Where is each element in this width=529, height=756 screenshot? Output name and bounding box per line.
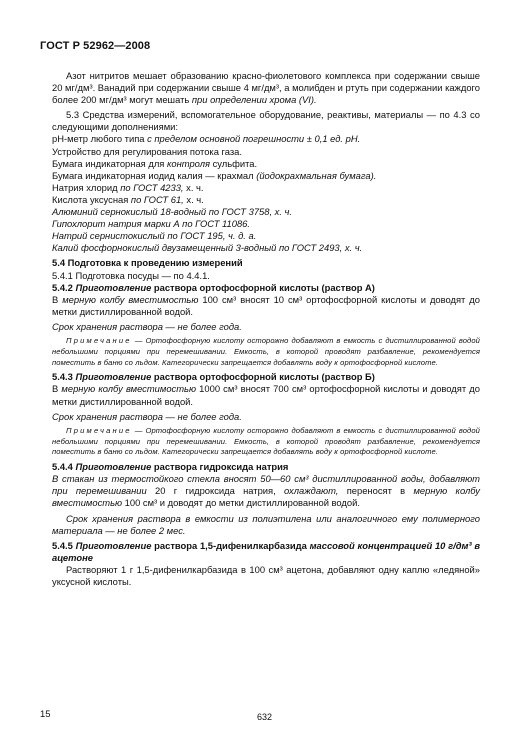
item-aluminium-sulfate: Алюминий сернокислый 18-водный по ГОСТ 3758, х. ч. bbox=[52, 206, 293, 218]
section-5-4-5-text: Растворяют 1 г 1,5-дифенилкарбазида в 100 см³ ацетона, добавляют одну каплю «ледяной» уксусной кислоты. bbox=[52, 563, 480, 587]
note-orthophosphoric-2: Примечание — Ортофосфорную кислоту осторожно добавляют в емкость с дистиллированной водой небольшими порциями при перемешивании. Емкость, в которой проводят разбавление, рекомендуется поместить в баню со льдом. Категорически запрещается добавлять воду к ортофосфорной кислоте. bbox=[52, 425, 480, 457]
item-hypochlorite: Гипохлорит натрия марки А по ГОСТ 11086. bbox=[52, 218, 250, 230]
paragraph-nitrite-interference: Азот нитритов мешает образованию красно-фиолетового комплекса при содержании свыше 20 мг/дм³. Ванадий при содержании свыше 4 мг/дм³, а молибден и ртуть при содержании каждого более 200 мг/дм³ могут мешать при определении хрома (VI). bbox=[52, 70, 480, 106]
document-header: ГОСТ Р 52962—2008 bbox=[40, 40, 151, 52]
section-5-4-4-text: В стакан из термостойкого стекла вносят 50—60 см³ дистиллированной воды, добавляют при перемешивании 20 г гидроксида натрия, охлаждают, переносят в мерную колбу вместимостью 100 см³ и доводят до метки дистиллированной водой. bbox=[52, 473, 480, 509]
section-5-4-3-text: В мерную колбу вместимостью 1000 см³ вносят 700 см³ ортофосфорной кислоты и доводят до метки дистиллированной водой. bbox=[52, 383, 480, 407]
section-5-4-1: 5.4.1 Подготовка посуды — по 4.4.1. bbox=[52, 269, 210, 281]
section-5-4-3-shelf-life: Срок хранения раствора — не более года. bbox=[52, 410, 242, 422]
section-5-4-3-heading: 5.4.3 Приготовление раствора ортофосфорной кислоты (раствор Б) bbox=[52, 371, 375, 383]
item-gas-flow: Устройство для регулирования потока газа. bbox=[52, 145, 242, 157]
item-sodium-sulfite: Натрий сернистокислый по ГОСТ 195, ч. д. а. bbox=[52, 230, 257, 242]
section-5-4-4-shelf-life: Срок хранения раствора в емкости из полиэтилена или аналогичного ему полимерного материала — не более 2 мес. bbox=[52, 512, 480, 536]
note-orthophosphoric-1: Примечание — Ортофосфорную кислоту осторожно добавляют в емкость с дистиллированной водой небольшими порциями при перемешивании. Емкость, в которой проводят разбавление, рекомендуется поместить в баню со льдом. Категорически запрещается добавлять воду к ортофосфорной кислоте. bbox=[52, 335, 480, 367]
item-sodium-chloride: Натрия хлорид по ГОСТ 4233, х. ч. bbox=[52, 181, 204, 193]
section-5-4-2-shelf-life: Срок хранения раствора — не более года. bbox=[52, 320, 242, 332]
document-body bbox=[52, 70, 480, 588]
section-5-4-5-heading: 5.4.5 Приготовление раствора 1,5-дифенилкарбазида массовой концентрацией 10 г/дм³ в ацетоне bbox=[52, 539, 480, 563]
section-5-3: 5.3 Средства измерений, вспомогательное оборудование, реактивы, материалы — по 4.3 со следующими дополнениями: bbox=[52, 109, 480, 133]
section-5-4-2-text: В мерную колбу вместимостью 100 см³ вносят 10 см³ ортофосфорной кислоты и доводят до метки дистиллированной водой. bbox=[52, 293, 480, 317]
item-potassium-phosphate: Калий фосфорнокислый двузамещенный 3-водный по ГОСТ 2493, х. ч. bbox=[52, 242, 363, 254]
section-5-4-heading: 5.4 Подготовка к проведению измерений bbox=[52, 257, 243, 269]
page-number-left: 15 bbox=[40, 708, 51, 719]
item-sulfite-paper: Бумага индикаторная для контроля сульфита. bbox=[52, 157, 258, 169]
page-number-center: 632 bbox=[256, 712, 273, 722]
section-5-4-2-heading: 5.4.2 Приготовление раствора ортофосфорной кислоты (раствор А) bbox=[52, 281, 375, 293]
section-5-4-4-heading: 5.4.4 Приготовление раствора гидроксида натрия bbox=[52, 461, 289, 473]
item-acetic-acid: Кислота уксусная по ГОСТ 61, х. ч. bbox=[52, 193, 204, 205]
item-ph-meter: рН-метр любого типа с пределом основной погрешности ± 0,1 ед. рН. bbox=[52, 133, 361, 145]
item-iodide-paper: Бумага индикаторная иодид калия — крахмал (йодокрахмальная бумага). bbox=[52, 169, 377, 181]
